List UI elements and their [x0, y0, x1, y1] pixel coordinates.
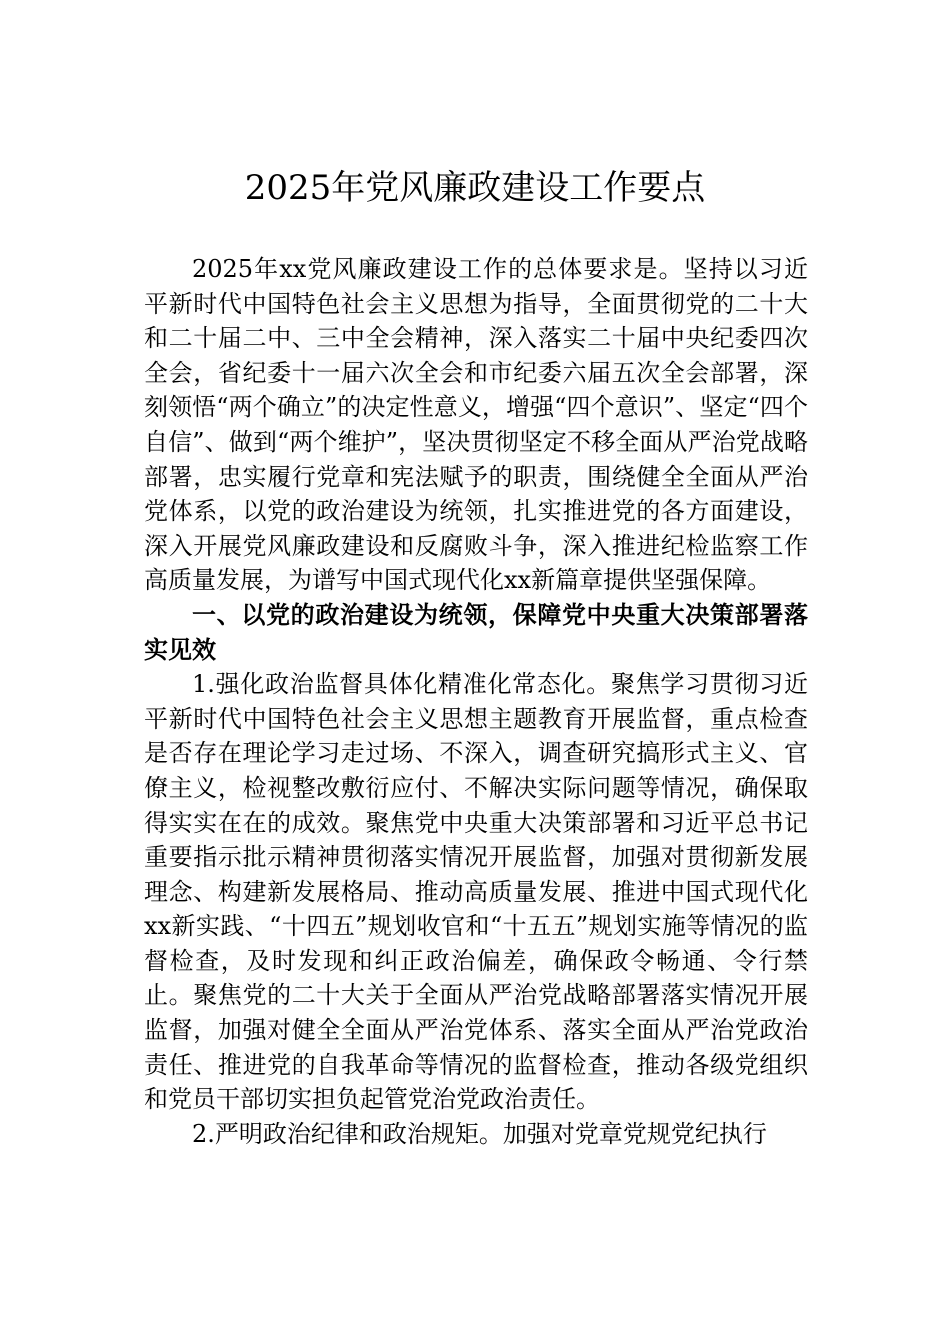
paragraph-item-1: 1.强化政治监督具体化精准化常态化。聚焦学习贯彻习近平新时代中国特色社会主义思想主题教育开展监督，重点检查是否存在理论学习走过场、不深入，调查研究搞形式主义、官僚主义，检视整改敷衍应付、不解决实际问题等情况，确保取得实实在在的成效。聚焦党中央重大决策部署和习近平总书记重要指示批示精神贯彻落实情况开展监督，加强对贯彻新发展理念、构建新发展格局、推动高质量发展、推进中国式现代化xx新实践、“十四五”规划收官和“十五五”规划实施等情况的监督检查，及时发现和纠正政治偏差，确保政令畅通、令行禁止。聚焦党的二十大关于全面从严治党战略部署落实情况开展监督，加强对健全全面从严治党体系、落实全面从严治党政治责任、推进党的自我革命等情况的监督检查，推动各级党组织和党员干部切实担负起管党治党政治责任。 — [144, 670, 808, 1114]
paragraph-intro: 2025年xx党风廉政建设工作的总体要求是。坚持以习近平新时代中国特色社会主义思想为指导，全面贯彻党的二十大和二十届二中、三中全会精神，深入落实二十届中央纪委四次全会，省纪委十一届六次全会和市纪委六届五次全会部署，深刻领悟“两个确立”的决定性意义，增强“四个意识”、坚定“四个自信”、做到“两个维护”，坚决贯彻坚定不移全面从严治党战略部署，忠实履行党章和宪法赋予的职责，围绕健全全面从严治党体系，以党的政治建设为统领，扎实推进党的各方面建设，深入开展党风廉政建设和反腐败斗争，深入推进纪检监察工作高质量发展，为谱写中国式现代化xx新篇章提供坚强保障。 — [144, 255, 808, 595]
document-title: 2025年党风廉政建设工作要点 — [244, 168, 706, 208]
paragraph-item-2: 2.严明政治纪律和政治规矩。加强对党章党规党纪执行 — [192, 1119, 767, 1148]
document-body — [144, 252, 808, 1151]
section-heading-1: 一、以党的政治建设为统领，保障党中央重大决策部署落实见效 — [144, 600, 808, 664]
